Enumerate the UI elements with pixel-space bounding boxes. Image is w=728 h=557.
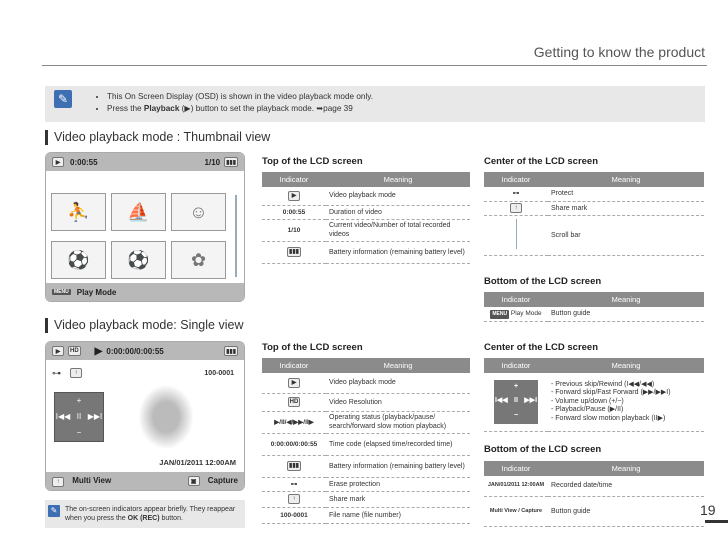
col-indicator: Indicator bbox=[484, 172, 548, 187]
meaning-cell: Erase protection bbox=[326, 477, 470, 491]
share-mark-icon: ↑ bbox=[288, 494, 300, 504]
video-frame-image bbox=[136, 382, 196, 452]
thumbnail-2[interactable]: ⛵ bbox=[111, 193, 166, 231]
thumb-time: 0:00:55 bbox=[70, 157, 98, 167]
thumb-center-title: Center of the LCD screen bbox=[484, 156, 599, 167]
playback-mode-icon: ▶ bbox=[52, 157, 64, 167]
rewind-button[interactable]: I◀◀ bbox=[55, 412, 71, 421]
osd-note bbox=[45, 86, 705, 122]
indicator-cell: Play Mode bbox=[510, 309, 542, 317]
single-note-bold: OK (REC) bbox=[127, 515, 160, 522]
thumbnail-1[interactable]: ⛹ bbox=[51, 193, 106, 231]
note-pencil-icon: ✎ bbox=[54, 90, 72, 108]
battery-icon: ▮▮▮ bbox=[224, 346, 238, 356]
note-line-2-pre: Press the bbox=[107, 104, 144, 113]
meaning-line: - Previous skip/Rewind (I◀◀/◀◀) bbox=[551, 380, 655, 388]
single-note-pre: The on-screen indicators appear briefly. They reappear when you press the bbox=[65, 506, 236, 522]
meaning-cell: Button guide bbox=[548, 307, 704, 321]
share-mark-icon: ↑ bbox=[510, 203, 522, 213]
thumb-bottom-title: Bottom of the LCD screen bbox=[484, 276, 602, 287]
multi-view-label[interactable]: Multi View bbox=[72, 475, 112, 485]
col-meaning: Meaning bbox=[326, 358, 470, 373]
indicator-cell: 1/10 bbox=[262, 219, 326, 241]
control-pad bbox=[54, 392, 104, 442]
meaning-cell: Operating status (playback/pause/ search/forward slow motion playback) bbox=[326, 411, 470, 433]
single-section-title: Video playback mode: Single view bbox=[45, 318, 243, 333]
single-center-table bbox=[484, 358, 704, 432]
hd-icon: HD bbox=[288, 397, 301, 407]
hd-icon: HD bbox=[70, 348, 79, 354]
share-mark-icon: ↑ bbox=[70, 368, 82, 378]
single-note bbox=[45, 500, 245, 528]
playback-mode-icon: ▶ bbox=[52, 346, 64, 356]
note-line-1: • This On Screen Display (OSD) is shown in the video playback mode only. bbox=[107, 91, 705, 103]
capture-label[interactable]: Capture bbox=[207, 475, 238, 485]
indicator-cell: 0:00:55 bbox=[262, 205, 326, 219]
single-file-name: 100-0001 bbox=[204, 370, 234, 377]
meaning-cell: Battery information (remaining battery level) bbox=[326, 241, 470, 263]
meaning-cell: Scroll bar bbox=[548, 215, 704, 255]
single-center-title: Center of the LCD screen bbox=[484, 342, 599, 353]
meaning-cell: Recorded date/time bbox=[548, 476, 704, 496]
note-line-2-post: button to set the playback mode. ➥page 39 bbox=[193, 104, 353, 113]
single-time: 0:00:00/0:00:55 bbox=[106, 346, 164, 356]
indicator-cell: 0:00:00/0:00:55 bbox=[262, 433, 326, 455]
thumb-count: 1/10 bbox=[204, 157, 221, 167]
thumbnail-grid bbox=[51, 193, 229, 279]
scroll-bar-icon[interactable] bbox=[235, 195, 237, 277]
meaning-cell: File name (file number) bbox=[326, 507, 470, 523]
meaning-cell: Button guide bbox=[548, 496, 704, 526]
single-top-table bbox=[262, 358, 470, 524]
meaning-cell: Protect bbox=[548, 187, 704, 201]
meaning-cell: Video Resolution bbox=[326, 393, 470, 411]
note-line-2: • Press the Playback (▶) button to set the playback mode. ➥page 39 bbox=[107, 103, 705, 115]
battery-icon: ▮▮▮ bbox=[287, 247, 301, 257]
meaning-line: - Playback/Pause (▶/II) bbox=[551, 406, 624, 413]
thumbnail-6[interactable]: ✿ bbox=[171, 241, 226, 279]
thumb-bottom-table bbox=[484, 292, 704, 322]
meaning-line: - Forward slow motion playback (II▶) bbox=[551, 414, 666, 422]
thumb-lcd-bottom-bar bbox=[46, 283, 244, 301]
play-icon: ▶ bbox=[94, 345, 103, 357]
battery-icon: ▮▮▮ bbox=[224, 157, 238, 167]
single-lcd bbox=[45, 341, 245, 491]
meaning-cell: Duration of video bbox=[326, 205, 470, 219]
center-meaning-list bbox=[548, 373, 704, 431]
protect-icon: ⊶ bbox=[512, 190, 520, 198]
meaning-cell: Current video/Number of total recorded videos bbox=[326, 219, 470, 241]
col-indicator: Indicator bbox=[262, 358, 326, 373]
thumb-lcd-top-bar bbox=[46, 153, 244, 171]
thumb-top-title: Top of the LCD screen bbox=[262, 156, 363, 167]
playback-mode-icon: ▶ bbox=[288, 378, 300, 388]
indicator-cell: 100-0001 bbox=[262, 507, 326, 523]
single-bottom-table bbox=[484, 461, 704, 527]
single-bottom-title: Bottom of the LCD screen bbox=[484, 444, 602, 455]
meaning-cell: Share mark bbox=[548, 201, 704, 215]
meaning-line: - Volume up/down (+/−) bbox=[551, 397, 624, 405]
single-top-title: Top of the LCD screen bbox=[262, 342, 363, 353]
forward-button[interactable]: ▶▶I bbox=[87, 412, 103, 421]
col-indicator: Indicator bbox=[484, 358, 548, 373]
col-meaning: Meaning bbox=[548, 358, 704, 373]
note-line-2-bold: Playback bbox=[143, 104, 180, 113]
thumb-play-mode: Play Mode bbox=[76, 287, 117, 297]
multi-view-button-icon: ↑ bbox=[52, 477, 64, 487]
thumbnail-lcd bbox=[45, 152, 245, 302]
capture-button-icon: ▣ bbox=[188, 476, 200, 486]
note-pencil-icon: ✎ bbox=[48, 505, 60, 517]
play-pause-button[interactable]: II bbox=[76, 412, 82, 421]
single-lcd-bottom-bar bbox=[46, 472, 244, 490]
single-lcd-top-bar bbox=[46, 342, 244, 360]
thumb-center-table bbox=[484, 172, 704, 256]
playback-button-icon: ▶ bbox=[184, 104, 191, 113]
protect-icon: ⊶ bbox=[52, 368, 61, 378]
meaning-cell: Battery information (remaining battery level) bbox=[326, 455, 470, 477]
thumbnail-4[interactable]: ⚽ bbox=[51, 241, 106, 279]
single-date: JAN/01/2011 12:00AM bbox=[159, 458, 236, 467]
page-header-title: Getting to know the product bbox=[533, 44, 705, 60]
col-indicator: Indicator bbox=[262, 172, 326, 187]
thumbnail-3[interactable]: ☺ bbox=[171, 193, 226, 231]
operating-status-icons: ▶/II/◀/▶▶/II▶ bbox=[262, 411, 326, 433]
thumbnail-5[interactable]: ⚽ bbox=[111, 241, 166, 279]
control-pad-icon: + I◀◀ II ▶▶I − bbox=[494, 380, 538, 424]
col-indicator: Indicator bbox=[484, 292, 548, 307]
scroll-bar-icon bbox=[516, 219, 517, 249]
col-indicator: Indicator bbox=[484, 461, 548, 476]
protect-icon: ⊶ bbox=[290, 480, 298, 488]
indicator-cell: Multi View / Capture bbox=[484, 496, 548, 526]
col-meaning: Meaning bbox=[548, 292, 704, 307]
col-meaning: Meaning bbox=[548, 461, 704, 476]
meaning-cell: Share mark bbox=[326, 491, 470, 507]
page-number: 19 bbox=[700, 502, 716, 518]
volume-down-button[interactable]: − bbox=[76, 428, 82, 437]
battery-icon: ▮▮▮ bbox=[287, 461, 301, 471]
col-meaning: Meaning bbox=[548, 172, 704, 187]
meaning-line: - Forward skip/Fast Forward (▶▶/▶▶I) bbox=[551, 389, 671, 396]
page-number-bar bbox=[705, 520, 728, 523]
col-meaning: Meaning bbox=[326, 172, 470, 187]
volume-up-button[interactable]: + bbox=[76, 396, 82, 405]
menu-button-icon: MENU bbox=[492, 310, 508, 317]
thumb-top-table bbox=[262, 172, 470, 264]
thumbnail-section-title: Video playback mode : Thumbnail view bbox=[45, 130, 270, 145]
meaning-cell: Video playback mode bbox=[326, 187, 470, 205]
single-note-post: button. bbox=[161, 515, 183, 522]
indicator-cell: JAN/01/2011 12:00AM bbox=[484, 476, 548, 496]
meaning-cell: Time code (elapsed time/recorded time) bbox=[326, 433, 470, 455]
meaning-cell: Video playback mode bbox=[326, 373, 470, 393]
header-divider bbox=[42, 65, 707, 66]
menu-button-icon: MENU bbox=[54, 289, 69, 295]
playback-mode-icon: ▶ bbox=[288, 191, 300, 201]
